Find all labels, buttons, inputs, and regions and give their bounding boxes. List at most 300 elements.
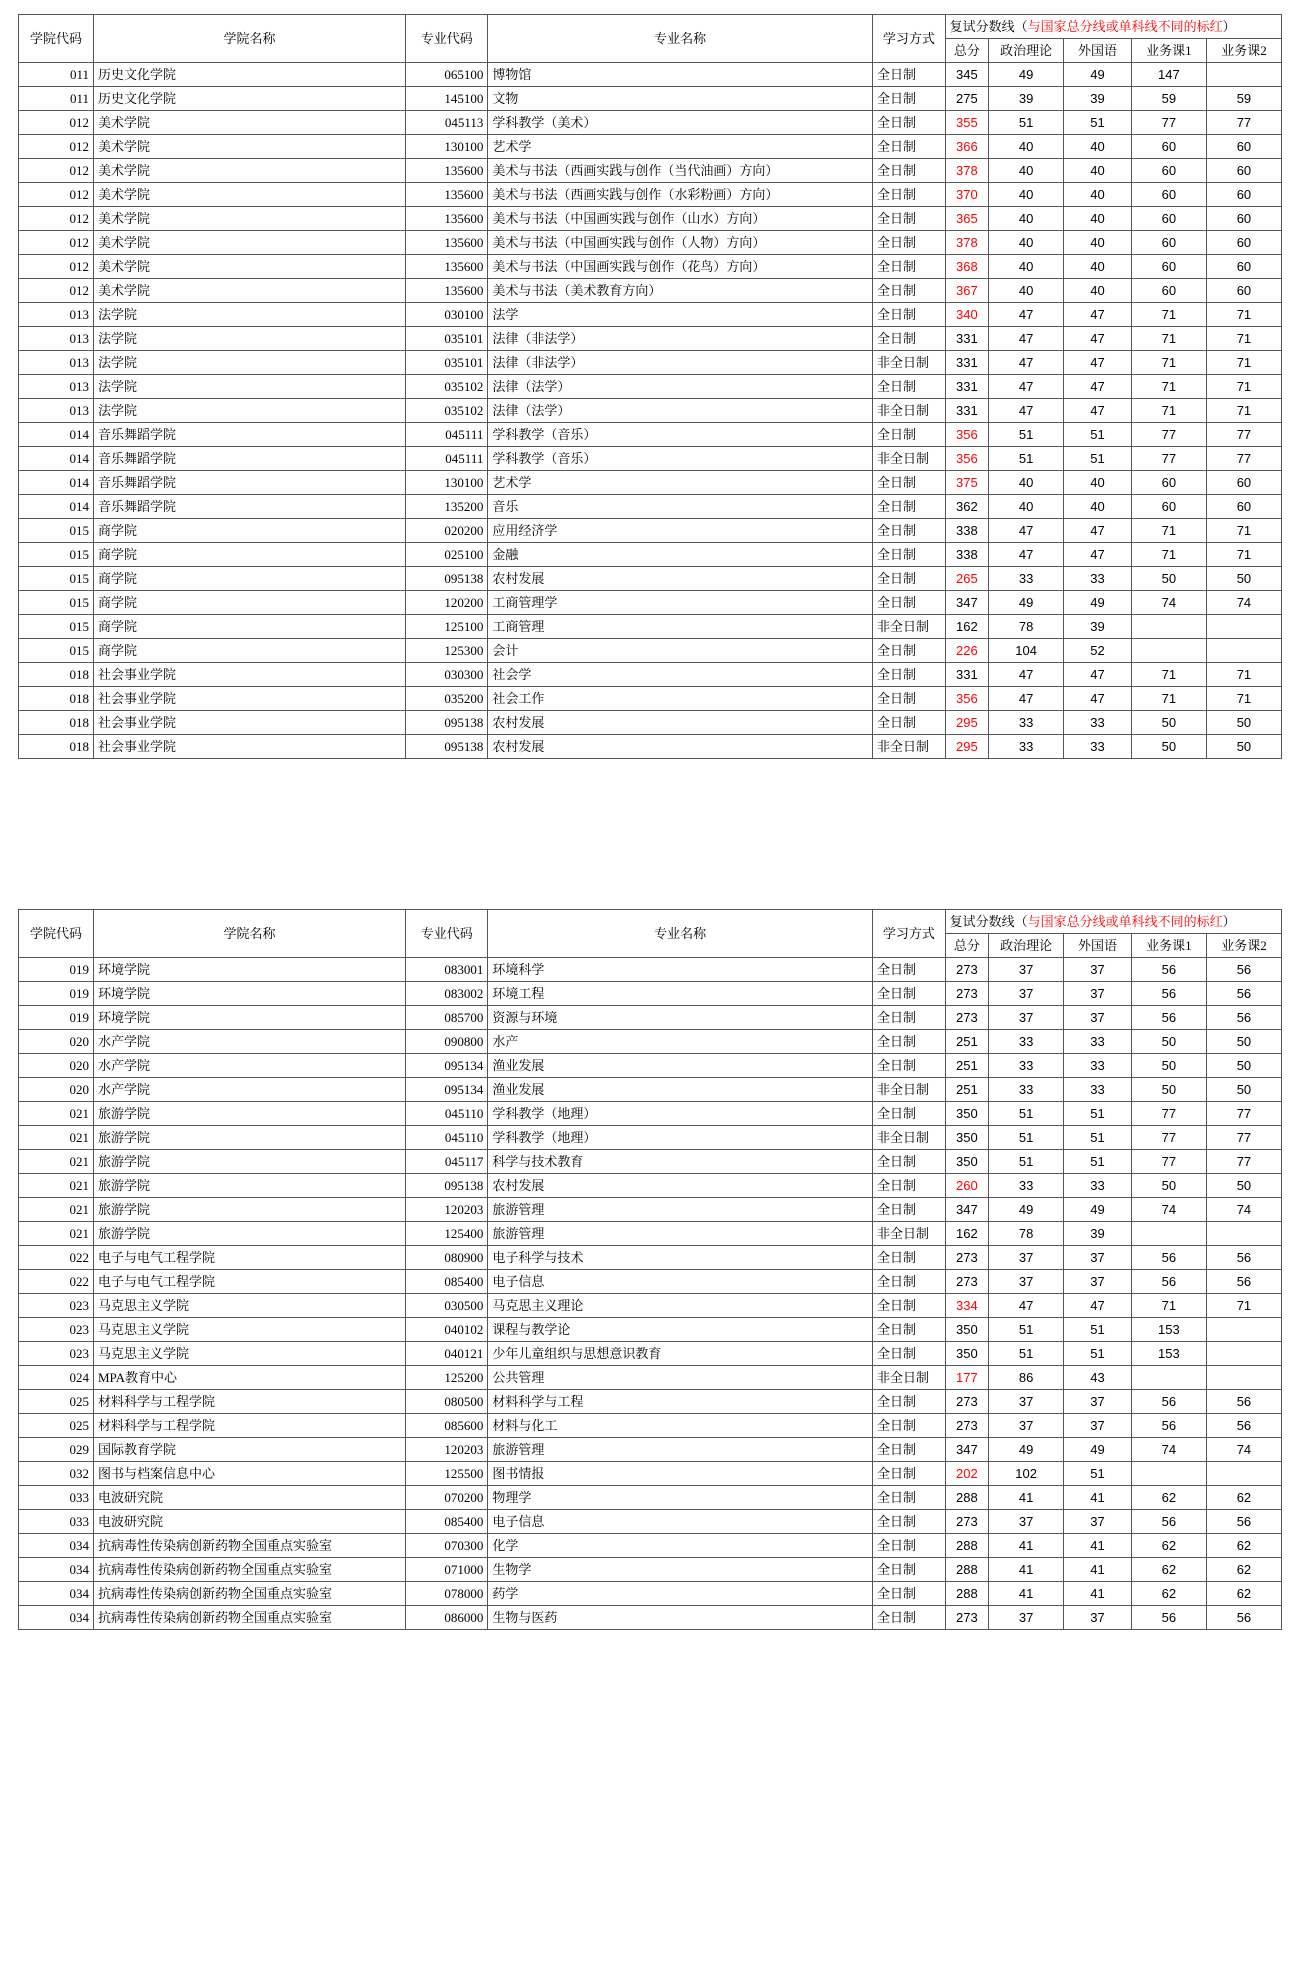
cell-prof1-score: 50: [1131, 735, 1206, 759]
cell-college-name: 美术学院: [94, 183, 406, 207]
cell-prof2-score: 71: [1206, 399, 1281, 423]
cell-college-code: 021: [19, 1198, 94, 1222]
cell-prof1-score: 62: [1131, 1486, 1206, 1510]
cell-major-name: 化学: [488, 1534, 873, 1558]
cell-major-code: 045111: [406, 447, 488, 471]
cell-college-name: 旅游学院: [94, 1102, 406, 1126]
cell-total-score: 226: [945, 639, 989, 663]
cell-prof1-score: 60: [1131, 255, 1206, 279]
table-row: [19, 1390, 1282, 1414]
cell-major-code: 030300: [406, 663, 488, 687]
cell-college-name: 音乐舞蹈学院: [94, 447, 406, 471]
cell-politics-score: 51: [989, 111, 1064, 135]
cell-foreign-score: 49: [1064, 591, 1132, 615]
cell-college-code: 014: [19, 495, 94, 519]
cell-major-name: 音乐: [488, 495, 873, 519]
cell-college-name: 抗病毒性传染病创新药物全国重点实验室: [94, 1558, 406, 1582]
cell-major-name: 工商管理学: [488, 591, 873, 615]
cell-total-score: 378: [945, 159, 989, 183]
cell-foreign-score: 51: [1064, 1102, 1132, 1126]
cell-major-name: 金融: [488, 543, 873, 567]
cell-major-name: 美术与书法（中国画实践与创作（人物）方向）: [488, 231, 873, 255]
cell-study-mode: 全日制: [873, 1006, 946, 1030]
cell-college-code: 013: [19, 327, 94, 351]
cell-prof2-score: 74: [1206, 1438, 1281, 1462]
cell-study-mode: 全日制: [873, 1606, 946, 1630]
cell-prof2-score: 74: [1206, 1198, 1281, 1222]
cell-prof2-score: [1206, 1366, 1281, 1390]
cell-total-score: 331: [945, 663, 989, 687]
cell-major-code: 120200: [406, 591, 488, 615]
cell-prof1-score: 56: [1131, 1414, 1206, 1438]
table-row: [19, 183, 1282, 207]
table-row: [19, 399, 1282, 423]
cell-college-code: 021: [19, 1222, 94, 1246]
cell-politics-score: 33: [989, 1030, 1064, 1054]
cell-college-name: 旅游学院: [94, 1222, 406, 1246]
cell-foreign-score: 37: [1064, 958, 1132, 982]
table-row: [19, 1054, 1282, 1078]
cell-total-score: 356: [945, 423, 989, 447]
header-foreign: 外国语: [1064, 934, 1132, 958]
cell-politics-score: 40: [989, 159, 1064, 183]
cell-prof1-score: 71: [1131, 399, 1206, 423]
table-row: [19, 567, 1282, 591]
cell-politics-score: 40: [989, 207, 1064, 231]
cell-total-score: 162: [945, 615, 989, 639]
cell-prof1-score: 71: [1131, 1294, 1206, 1318]
header-group-row: [19, 15, 1282, 39]
cell-prof1-score: 77: [1131, 447, 1206, 471]
header-foreign: 外国语: [1064, 39, 1132, 63]
cell-prof1-score: 74: [1131, 1438, 1206, 1462]
cell-college-code: 033: [19, 1510, 94, 1534]
cell-prof2-score: 60: [1206, 279, 1281, 303]
cell-major-name: 少年儿童组织与思想意识教育: [488, 1342, 873, 1366]
cell-college-code: 018: [19, 735, 94, 759]
table-row: [19, 87, 1282, 111]
cell-college-code: 020: [19, 1030, 94, 1054]
cell-major-name: 渔业发展: [488, 1078, 873, 1102]
cell-major-name: 学科教学（音乐）: [488, 447, 873, 471]
cell-study-mode: 非全日制: [873, 735, 946, 759]
cell-college-code: 012: [19, 207, 94, 231]
cell-prof1-score: 74: [1131, 1198, 1206, 1222]
cell-prof2-score: 77: [1206, 423, 1281, 447]
cell-major-name: 艺术学: [488, 135, 873, 159]
table-row: [19, 1198, 1282, 1222]
cell-prof1-score: 62: [1131, 1534, 1206, 1558]
cell-study-mode: 全日制: [873, 1102, 946, 1126]
cell-study-mode: 全日制: [873, 423, 946, 447]
cell-prof2-score: 71: [1206, 327, 1281, 351]
cell-prof1-score: [1131, 1222, 1206, 1246]
cell-total-score: 366: [945, 135, 989, 159]
cell-total-score: 350: [945, 1126, 989, 1150]
cell-college-name: 电子与电气工程学院: [94, 1270, 406, 1294]
cell-prof1-score: [1131, 615, 1206, 639]
table-row: [19, 231, 1282, 255]
table-row: [19, 1342, 1282, 1366]
cell-major-code: 065100: [406, 63, 488, 87]
cell-foreign-score: 40: [1064, 255, 1132, 279]
cell-study-mode: 全日制: [873, 1342, 946, 1366]
cell-study-mode: 全日制: [873, 1054, 946, 1078]
cell-foreign-score: 49: [1064, 63, 1132, 87]
cell-prof1-score: 56: [1131, 1510, 1206, 1534]
cell-prof1-score: 50: [1131, 711, 1206, 735]
cell-total-score: 345: [945, 63, 989, 87]
cell-study-mode: 全日制: [873, 87, 946, 111]
header-politics: 政治理论: [989, 934, 1064, 958]
cell-prof1-score: 71: [1131, 687, 1206, 711]
table-row: [19, 1150, 1282, 1174]
table-header-1: [19, 15, 1282, 63]
page-gap: [0, 759, 1300, 909]
cell-total-score: 288: [945, 1582, 989, 1606]
cell-politics-score: 47: [989, 375, 1064, 399]
cell-politics-score: 37: [989, 1414, 1064, 1438]
cell-prof1-score: 71: [1131, 543, 1206, 567]
cell-college-name: 美术学院: [94, 111, 406, 135]
cell-study-mode: 全日制: [873, 1558, 946, 1582]
cell-college-code: 015: [19, 639, 94, 663]
cell-total-score: 273: [945, 1414, 989, 1438]
cell-prof2-score: 71: [1206, 303, 1281, 327]
cell-major-name: 药学: [488, 1582, 873, 1606]
cell-college-name: 马克思主义学院: [94, 1318, 406, 1342]
cell-college-name: 法学院: [94, 303, 406, 327]
cell-total-score: 251: [945, 1078, 989, 1102]
header-study-mode: 学习方式: [873, 910, 946, 958]
cell-college-code: 013: [19, 399, 94, 423]
table-row: [19, 615, 1282, 639]
cell-major-code: 130100: [406, 135, 488, 159]
cell-college-name: 旅游学院: [94, 1174, 406, 1198]
cell-politics-score: 47: [989, 687, 1064, 711]
cell-foreign-score: 47: [1064, 519, 1132, 543]
cell-major-code: 095134: [406, 1054, 488, 1078]
table-row: [19, 351, 1282, 375]
cell-prof2-score: 77: [1206, 1150, 1281, 1174]
cell-major-name: 学科教学（音乐）: [488, 423, 873, 447]
cell-politics-score: 37: [989, 1006, 1064, 1030]
score-table-section-2: [0, 909, 1300, 1630]
cell-foreign-score: 41: [1064, 1582, 1132, 1606]
cell-college-code: 034: [19, 1534, 94, 1558]
cell-total-score: 368: [945, 255, 989, 279]
cell-major-name: 美术与书法（西画实践与创作（水彩粉画）方向）: [488, 183, 873, 207]
header-score-group-prefix: 复试分数线（: [949, 18, 1028, 34]
cell-prof2-score: 60: [1206, 255, 1281, 279]
cell-foreign-score: 47: [1064, 399, 1132, 423]
table-row: [19, 735, 1282, 759]
cell-politics-score: 47: [989, 663, 1064, 687]
cell-college-code: 012: [19, 231, 94, 255]
cell-study-mode: 非全日制: [873, 399, 946, 423]
cell-study-mode: 全日制: [873, 1150, 946, 1174]
cell-major-name: 环境工程: [488, 982, 873, 1006]
cell-prof1-score: 60: [1131, 135, 1206, 159]
cell-college-name: MPA教育中心: [94, 1366, 406, 1390]
cell-college-name: 旅游学院: [94, 1198, 406, 1222]
cell-study-mode: 全日制: [873, 495, 946, 519]
cell-total-score: 288: [945, 1558, 989, 1582]
table-row: [19, 958, 1282, 982]
cell-college-name: 抗病毒性传染病创新药物全国重点实验室: [94, 1534, 406, 1558]
cell-major-code: 045110: [406, 1102, 488, 1126]
cell-politics-score: 51: [989, 447, 1064, 471]
cell-prof2-score: 60: [1206, 471, 1281, 495]
header-major-name: 专业名称: [488, 910, 873, 958]
table-row: [19, 1582, 1282, 1606]
cell-prof1-score: 147: [1131, 63, 1206, 87]
cell-total-score: 273: [945, 1606, 989, 1630]
cell-college-code: 021: [19, 1150, 94, 1174]
cell-major-code: 086000: [406, 1606, 488, 1630]
cell-foreign-score: 47: [1064, 303, 1132, 327]
cell-prof1-score: 71: [1131, 375, 1206, 399]
cell-major-name: 公共管理: [488, 1366, 873, 1390]
cell-total-score: 273: [945, 1006, 989, 1030]
cell-total-score: 350: [945, 1318, 989, 1342]
cell-total-score: 273: [945, 958, 989, 982]
cell-major-code: 078000: [406, 1582, 488, 1606]
cell-college-code: 033: [19, 1486, 94, 1510]
cell-study-mode: 全日制: [873, 543, 946, 567]
cell-college-name: 电波研究院: [94, 1486, 406, 1510]
cell-foreign-score: 41: [1064, 1558, 1132, 1582]
cell-total-score: 273: [945, 1270, 989, 1294]
cell-foreign-score: 49: [1064, 1198, 1132, 1222]
cell-politics-score: 49: [989, 63, 1064, 87]
cell-study-mode: 全日制: [873, 1198, 946, 1222]
cell-prof2-score: [1206, 63, 1281, 87]
cell-politics-score: 40: [989, 495, 1064, 519]
cell-prof1-score: 60: [1131, 471, 1206, 495]
cell-major-name: 法学: [488, 303, 873, 327]
cell-prof2-score: 50: [1206, 1054, 1281, 1078]
cell-prof1-score: 71: [1131, 327, 1206, 351]
table-row: [19, 1294, 1282, 1318]
table-row: [19, 663, 1282, 687]
cell-college-code: 012: [19, 111, 94, 135]
cell-college-name: 法学院: [94, 351, 406, 375]
cell-college-name: 水产学院: [94, 1078, 406, 1102]
cell-total-score: 338: [945, 519, 989, 543]
cell-total-score: 378: [945, 231, 989, 255]
cell-study-mode: 全日制: [873, 471, 946, 495]
cell-prof1-score: 56: [1131, 1390, 1206, 1414]
cell-politics-score: 40: [989, 135, 1064, 159]
cell-major-code: 040121: [406, 1342, 488, 1366]
header-score-group: [945, 15, 1281, 39]
table-row: [19, 471, 1282, 495]
cell-politics-score: 37: [989, 1510, 1064, 1534]
cell-college-code: 013: [19, 375, 94, 399]
cell-prof2-score: 77: [1206, 1126, 1281, 1150]
cell-prof1-score: 56: [1131, 958, 1206, 982]
cell-foreign-score: 51: [1064, 1462, 1132, 1486]
cell-politics-score: 51: [989, 1318, 1064, 1342]
cell-foreign-score: 33: [1064, 567, 1132, 591]
table-row: [19, 1222, 1282, 1246]
cell-study-mode: 全日制: [873, 327, 946, 351]
cell-major-name: 应用经济学: [488, 519, 873, 543]
cell-college-name: 电波研究院: [94, 1510, 406, 1534]
cell-major-name: 美术与书法（美术教育方向）: [488, 279, 873, 303]
cell-study-mode: 全日制: [873, 1246, 946, 1270]
cell-major-code: 135600: [406, 279, 488, 303]
cell-major-name: 农村发展: [488, 567, 873, 591]
cell-prof2-score: 71: [1206, 687, 1281, 711]
cell-major-code: 080900: [406, 1246, 488, 1270]
cell-foreign-score: 41: [1064, 1534, 1132, 1558]
cell-major-code: 095138: [406, 711, 488, 735]
cell-prof2-score: 59: [1206, 87, 1281, 111]
cell-prof1-score: 56: [1131, 1006, 1206, 1030]
cell-college-code: 022: [19, 1246, 94, 1270]
header-study-mode: 学习方式: [873, 15, 946, 63]
cell-major-code: 045117: [406, 1150, 488, 1174]
cell-foreign-score: 37: [1064, 1510, 1132, 1534]
cell-major-code: 095138: [406, 567, 488, 591]
table-row: [19, 1486, 1282, 1510]
cell-major-name: 学科教学（美术）: [488, 111, 873, 135]
header-prof2: 业务课2: [1206, 934, 1281, 958]
cell-major-code: 040102: [406, 1318, 488, 1342]
cell-college-code: 014: [19, 423, 94, 447]
cell-prof2-score: 50: [1206, 1174, 1281, 1198]
cell-study-mode: 全日制: [873, 567, 946, 591]
cell-foreign-score: 43: [1064, 1366, 1132, 1390]
table-row: [19, 159, 1282, 183]
cell-major-code: 035102: [406, 399, 488, 423]
cell-college-code: 020: [19, 1054, 94, 1078]
cell-foreign-score: 40: [1064, 159, 1132, 183]
cell-major-code: 135200: [406, 495, 488, 519]
header-major-name: 专业名称: [488, 15, 873, 63]
cell-college-code: 015: [19, 591, 94, 615]
cell-prof1-score: 60: [1131, 495, 1206, 519]
cell-prof1-score: 71: [1131, 351, 1206, 375]
cell-prof1-score: 62: [1131, 1558, 1206, 1582]
cell-foreign-score: 47: [1064, 1294, 1132, 1318]
cell-politics-score: 37: [989, 1270, 1064, 1294]
table-row: [19, 255, 1282, 279]
cell-major-name: 社会学: [488, 663, 873, 687]
cell-prof2-score: 71: [1206, 1294, 1281, 1318]
header-total: 总分: [945, 39, 989, 63]
cell-total-score: 365: [945, 207, 989, 231]
cell-study-mode: 全日制: [873, 1462, 946, 1486]
cell-politics-score: 39: [989, 87, 1064, 111]
cell-college-code: 012: [19, 279, 94, 303]
cell-foreign-score: 41: [1064, 1486, 1132, 1510]
cell-major-code: 071000: [406, 1558, 488, 1582]
cell-foreign-score: 37: [1064, 1006, 1132, 1030]
cell-study-mode: 全日制: [873, 255, 946, 279]
cell-politics-score: 33: [989, 567, 1064, 591]
cell-major-code: 085600: [406, 1414, 488, 1438]
cell-major-code: 085700: [406, 1006, 488, 1030]
cell-prof2-score: 56: [1206, 1390, 1281, 1414]
cell-major-code: 090800: [406, 1030, 488, 1054]
cell-college-name: 材料科学与工程学院: [94, 1390, 406, 1414]
cell-foreign-score: 52: [1064, 639, 1132, 663]
header-score-group-suffix: ）: [1222, 913, 1236, 929]
cell-major-name: 法律（法学）: [488, 399, 873, 423]
cell-college-name: 商学院: [94, 615, 406, 639]
cell-college-name: 水产学院: [94, 1054, 406, 1078]
cell-major-name: 社会工作: [488, 687, 873, 711]
cell-major-name: 农村发展: [488, 711, 873, 735]
cell-prof2-score: 62: [1206, 1558, 1281, 1582]
cell-foreign-score: 40: [1064, 207, 1132, 231]
cell-college-name: 环境学院: [94, 982, 406, 1006]
table-row: [19, 1438, 1282, 1462]
cell-college-code: 012: [19, 135, 94, 159]
cell-major-code: 020200: [406, 519, 488, 543]
cell-prof2-score: [1206, 1342, 1281, 1366]
cell-college-code: 032: [19, 1462, 94, 1486]
cell-major-name: 艺术学: [488, 471, 873, 495]
cell-prof1-score: 60: [1131, 231, 1206, 255]
cell-politics-score: 37: [989, 1606, 1064, 1630]
cell-foreign-score: 33: [1064, 1078, 1132, 1102]
cell-prof2-score: 62: [1206, 1534, 1281, 1558]
cell-major-code: 025100: [406, 543, 488, 567]
cell-prof1-score: 50: [1131, 1054, 1206, 1078]
cell-total-score: 362: [945, 495, 989, 519]
cell-study-mode: 全日制: [873, 1270, 946, 1294]
cell-college-code: 012: [19, 255, 94, 279]
cell-major-code: 035101: [406, 351, 488, 375]
cell-prof1-score: 60: [1131, 207, 1206, 231]
cell-college-code: 013: [19, 303, 94, 327]
cell-prof1-score: 60: [1131, 183, 1206, 207]
cell-major-name: 旅游管理: [488, 1438, 873, 1462]
cell-major-code: 080500: [406, 1390, 488, 1414]
cell-foreign-score: 47: [1064, 327, 1132, 351]
cell-study-mode: 非全日制: [873, 615, 946, 639]
cell-politics-score: 33: [989, 1174, 1064, 1198]
cell-college-name: 材料科学与工程学院: [94, 1414, 406, 1438]
header-college-name: 学院名称: [94, 15, 406, 63]
cell-prof2-score: 56: [1206, 1246, 1281, 1270]
header-politics: 政治理论: [989, 39, 1064, 63]
cell-politics-score: 40: [989, 471, 1064, 495]
cell-college-code: 018: [19, 687, 94, 711]
cell-politics-score: 40: [989, 231, 1064, 255]
cell-college-name: 环境学院: [94, 1006, 406, 1030]
cell-college-code: 023: [19, 1318, 94, 1342]
cell-college-code: 023: [19, 1342, 94, 1366]
cell-study-mode: 全日制: [873, 111, 946, 135]
cell-college-code: 018: [19, 663, 94, 687]
cell-prof2-score: 71: [1206, 543, 1281, 567]
cell-prof2-score: [1206, 1318, 1281, 1342]
table-row: [19, 447, 1282, 471]
cell-foreign-score: 40: [1064, 135, 1132, 159]
cell-foreign-score: 40: [1064, 279, 1132, 303]
cell-politics-score: 47: [989, 519, 1064, 543]
cell-major-name: 物理学: [488, 1486, 873, 1510]
cell-study-mode: 全日制: [873, 1318, 946, 1342]
cell-total-score: 370: [945, 183, 989, 207]
cell-politics-score: 41: [989, 1558, 1064, 1582]
cell-prof1-score: 71: [1131, 519, 1206, 543]
